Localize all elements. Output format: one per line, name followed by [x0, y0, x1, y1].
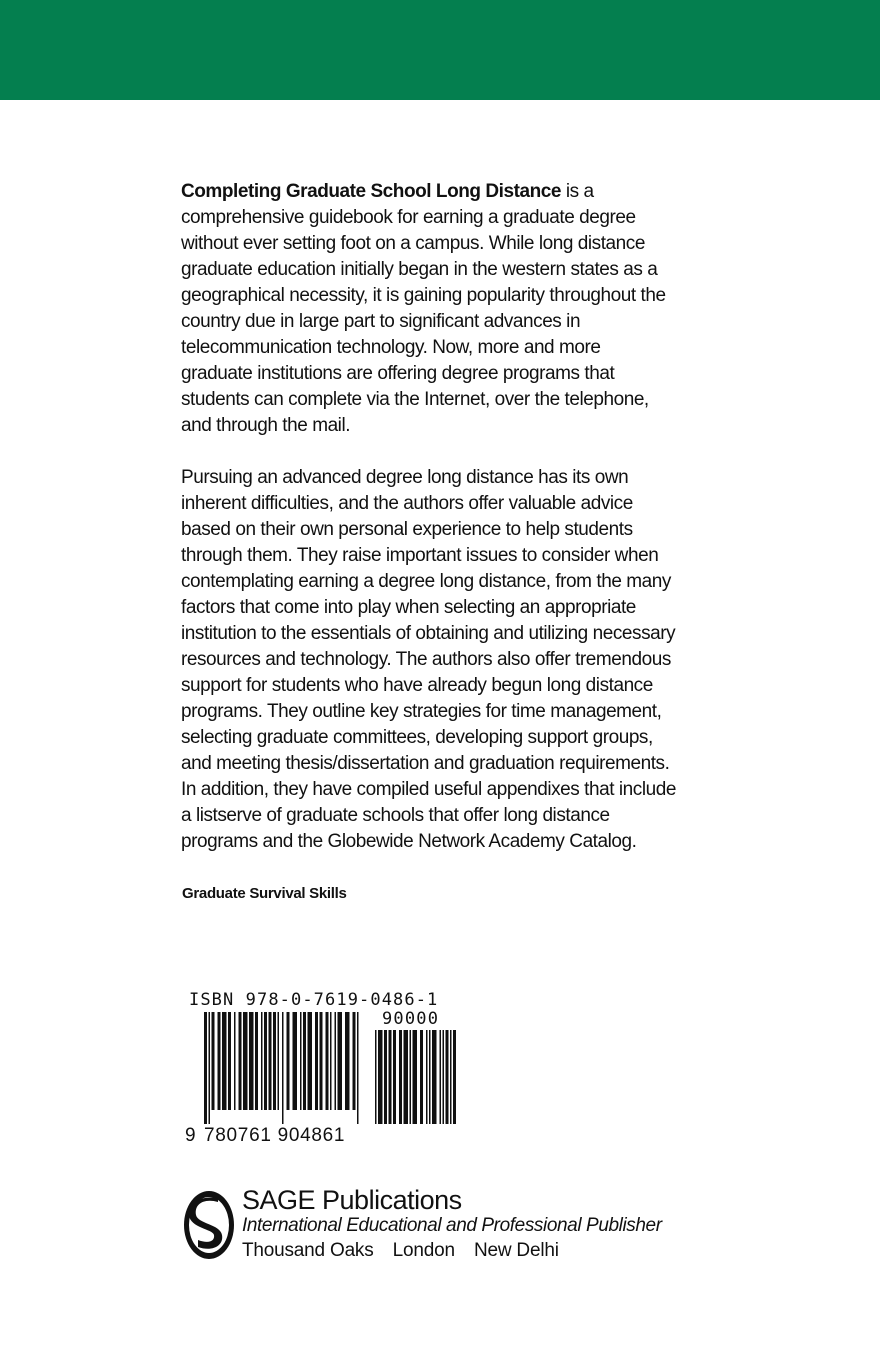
barcode-bar: [375, 1030, 377, 1124]
barcode-bar: [345, 1012, 350, 1110]
barcode-bar: [393, 1030, 396, 1124]
barcode-bar: [357, 1012, 359, 1124]
barcode-bar: [320, 1012, 323, 1110]
city-london: London: [392, 1240, 455, 1261]
barcode-lead-digit: 9: [185, 1125, 196, 1146]
barcode-bar: [287, 1012, 290, 1110]
barcode-bar: [440, 1030, 442, 1124]
publisher-block: [182, 1185, 702, 1265]
addon-digits: 90000: [382, 1009, 440, 1029]
barcode-bar: [249, 1012, 254, 1110]
barcode-bar: [399, 1030, 402, 1124]
barcode-bar: [218, 1012, 221, 1110]
barcode-bar: [300, 1012, 302, 1110]
barcode-bar: [432, 1030, 437, 1124]
barcode-bar: [222, 1012, 227, 1110]
barcode-bar: [293, 1012, 298, 1110]
barcode-bar: [326, 1012, 329, 1110]
barcode-bar: [255, 1012, 258, 1110]
barcode-bar: [335, 1012, 337, 1110]
city-new-delhi: New Delhi: [473, 1240, 559, 1261]
barcode-bar: [282, 1012, 284, 1124]
barcode-bar: [273, 1012, 276, 1110]
barcode-bar: [453, 1030, 456, 1124]
barcode-bar: [404, 1030, 409, 1124]
barcode-bar: [239, 1012, 242, 1110]
barcode-bar: [353, 1012, 356, 1110]
book-title: Completing Graduate School Long Distance: [181, 181, 561, 202]
barcode-bar: [303, 1012, 306, 1110]
barcode-bar: [413, 1030, 418, 1124]
barcode-digits: 780761 904861: [204, 1125, 346, 1146]
barcode-bar: [209, 1012, 211, 1124]
barcode-bar: [446, 1030, 449, 1124]
barcode-bar: [338, 1012, 343, 1110]
city-thousand-oaks: Thousand Oaks: [242, 1240, 374, 1261]
publisher-name: SAGE Publications: [242, 1185, 462, 1215]
barcode-bar: [450, 1030, 452, 1124]
barcode-bar: [278, 1012, 280, 1110]
book-description: [181, 179, 676, 855]
barcode-bar: [443, 1030, 445, 1124]
publisher-tagline: International Educational and Professional Publisher: [242, 1215, 662, 1236]
series-name: Graduate Survival Skills: [182, 885, 347, 902]
barcode-bar: [308, 1012, 313, 1110]
barcode-bar: [264, 1012, 267, 1110]
barcode-bar: [384, 1030, 387, 1124]
barcode-bar: [261, 1012, 263, 1110]
barcode-bar: [204, 1012, 207, 1124]
description-paragraph-2: Pursuing an advanced degree long distance has its own inherent difficulties, and the authors offer valuable advice based on their own personal experience to help students through them. They raise important issues to consider when contemplating earning a degree long distance, from the many factors that come into play when selecting an appropriate institution to the essentials of obtaining and utilizing necessary resources and technology. The authors also offer tremendous support for students who have already begun long distance programs. They outline key strategies for time management, selecting graduate committees, developing support groups, and meeting thesis/dissertation and graduation requirements. In addition, they have compiled useful appendixes that include a listserve of graduate schools that offer long distance programs and the Globewide Network Academy Catalog.: [181, 467, 676, 852]
description-paragraph-1: [181, 179, 676, 439]
barcode-bar: [212, 1012, 215, 1110]
barcode-bar: [269, 1012, 272, 1110]
barcode-bar: [330, 1012, 332, 1110]
description-paragraph-1-text: is a comprehensive guidebook for earning a graduate degree without ever setting foot on a campus. While long distance graduate education initially began in the western states as a geographical necessity, it is gaining popularity throughout the country due in large part to significant advances in telecommunication technology. Now, more and more graduate institutions are offering degree programs that students can complete via the Internet, over the telephone, and through the mail.: [181, 181, 666, 436]
barcode-bar: [429, 1030, 431, 1124]
barcode-bar: [243, 1012, 248, 1110]
isbn-text: ISBN 978-0-7619-0486-1: [189, 990, 439, 1010]
barcode-bar: [378, 1030, 383, 1124]
barcode-bar: [234, 1012, 236, 1110]
barcode-bar: [228, 1012, 231, 1110]
isbn-barcode: [182, 990, 462, 1150]
barcode-bar: [315, 1012, 318, 1110]
sage-s-logo-icon: [182, 1188, 236, 1262]
barcode-bar: [426, 1030, 428, 1124]
barcode-bar: [420, 1030, 423, 1124]
cover-top-band: [0, 0, 880, 100]
barcode-bar: [389, 1030, 392, 1124]
barcode-bar: [410, 1030, 412, 1124]
publisher-cities: [242, 1240, 573, 1262]
barcode-bars: [182, 1012, 462, 1128]
